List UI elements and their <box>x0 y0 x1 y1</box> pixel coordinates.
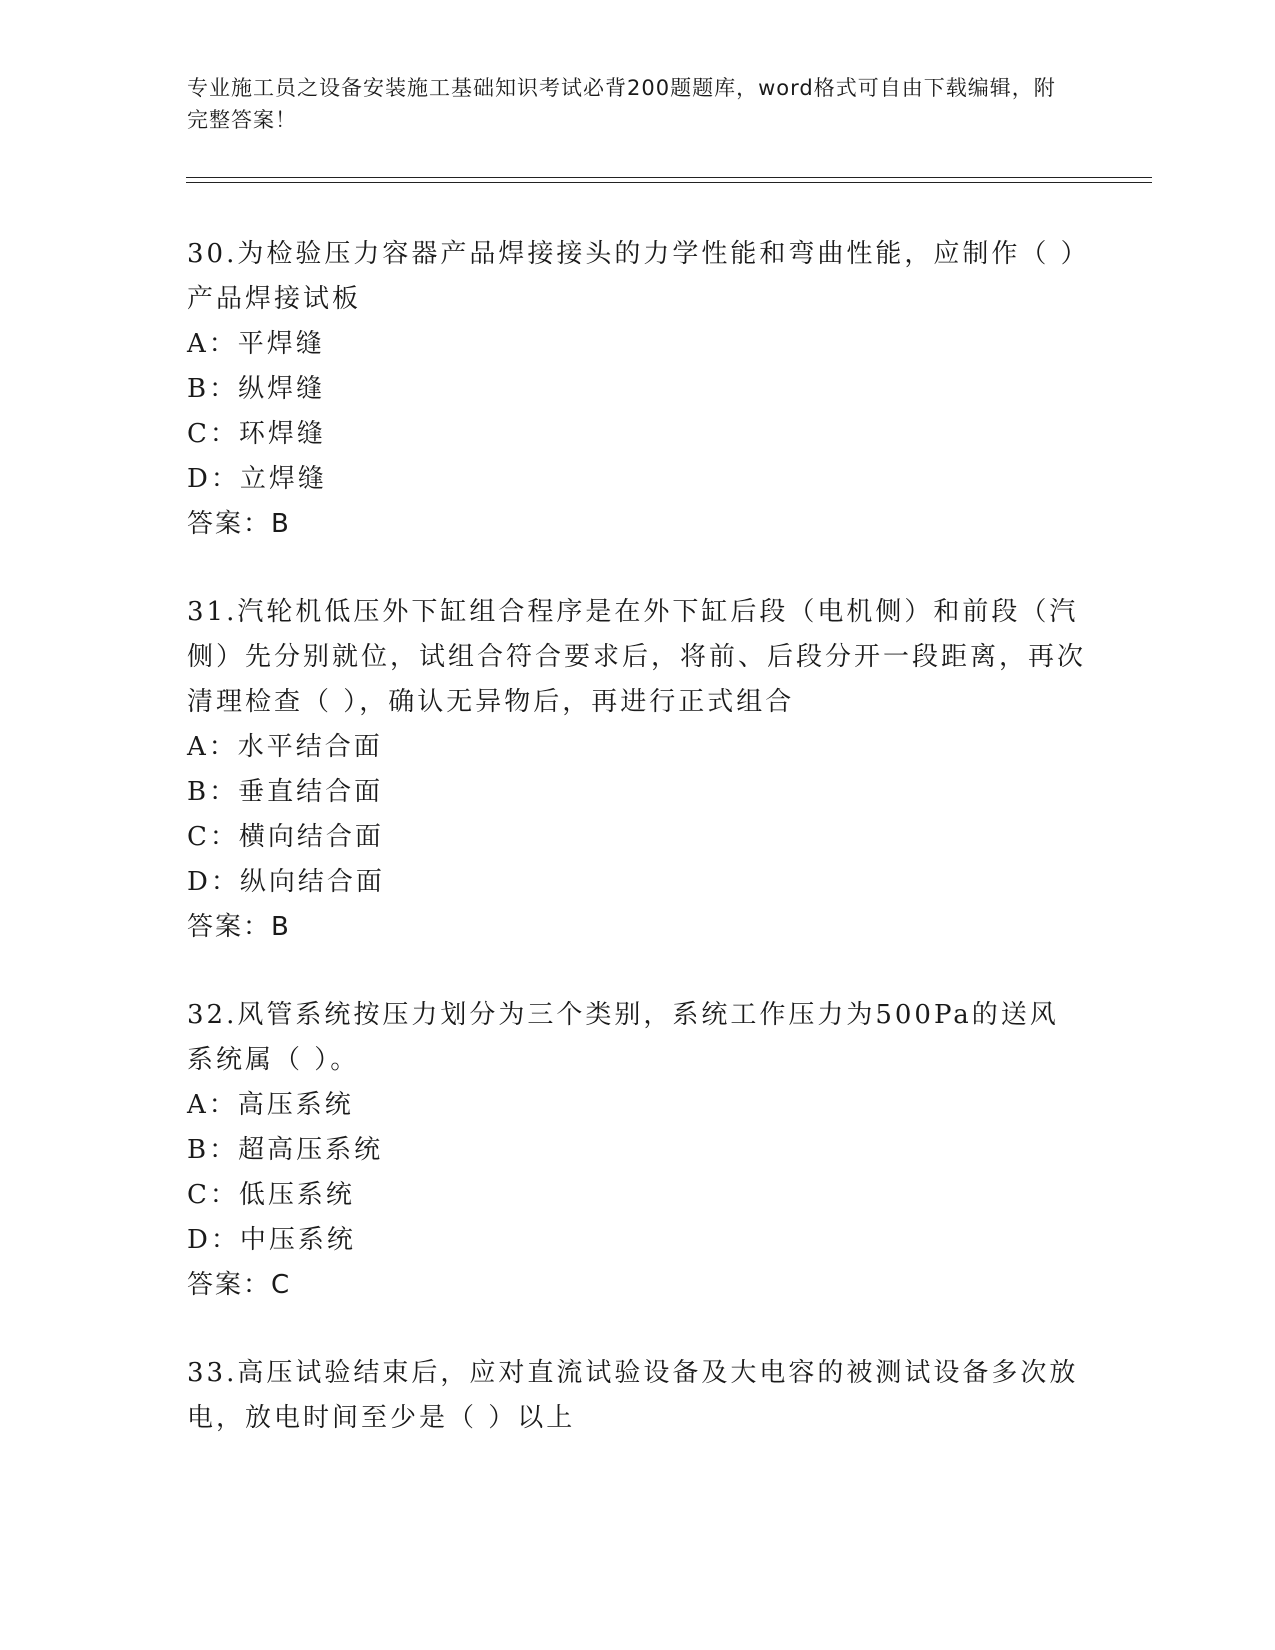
option-d: D：中压系统 <box>187 1225 356 1255</box>
option-c: C：低压系统 <box>187 1180 355 1210</box>
header-rule-top <box>186 177 1152 178</box>
question-32 <box>187 993 1087 1308</box>
question-33 <box>187 1351 1087 1441</box>
question-stem: 31.汽轮机低压外下缸组合程序是在外下缸后段（电机侧）和前段（汽侧）先分别就位，试组合符合要求后，将前、后段分开一段距离，再次清理检查（ ），确认无异物后，再进行正式组合 <box>187 597 1087 717</box>
option-c: C：横向结合面 <box>187 822 384 852</box>
question-stem: 33.高压试验结束后，应对直流试验设备及大电容的被测试设备多次放电，放电时间至少是（ ）以上 <box>187 1358 1079 1433</box>
question-30 <box>187 232 1087 547</box>
question-stem: 30.为检验压力容器产品焊接接头的力学性能和弯曲性能，应制作（ ）产品焊接试板 <box>187 239 1077 314</box>
answer: 答案：B <box>187 509 291 539</box>
answer: 答案：B <box>187 912 291 942</box>
document-header: 专业施工员之设备安装施工基础知识考试必背200题题库，word格式可自由下载编辑，附完整答案！ <box>187 76 1056 132</box>
option-b: B：超高压系统 <box>187 1135 384 1165</box>
answer: 答案：C <box>187 1270 292 1300</box>
header-rule-bottom <box>186 182 1152 183</box>
option-c: C：环焊缝 <box>187 419 326 449</box>
option-a: A：平焊缝 <box>187 329 325 359</box>
option-d: D：纵向结合面 <box>187 867 385 897</box>
option-b: B：纵焊缝 <box>187 374 326 404</box>
option-d: D：立焊缝 <box>187 464 327 494</box>
question-list <box>187 232 1087 1484</box>
question-stem: 32.风管系统按压力划分为三个类别，系统工作压力为500Pa的送风系统属（ ）。 <box>187 1000 1059 1075</box>
option-a: A：水平结合面 <box>187 732 383 762</box>
option-b: B：垂直结合面 <box>187 777 384 807</box>
option-a: A：高压系统 <box>187 1090 354 1120</box>
question-31 <box>187 590 1087 950</box>
